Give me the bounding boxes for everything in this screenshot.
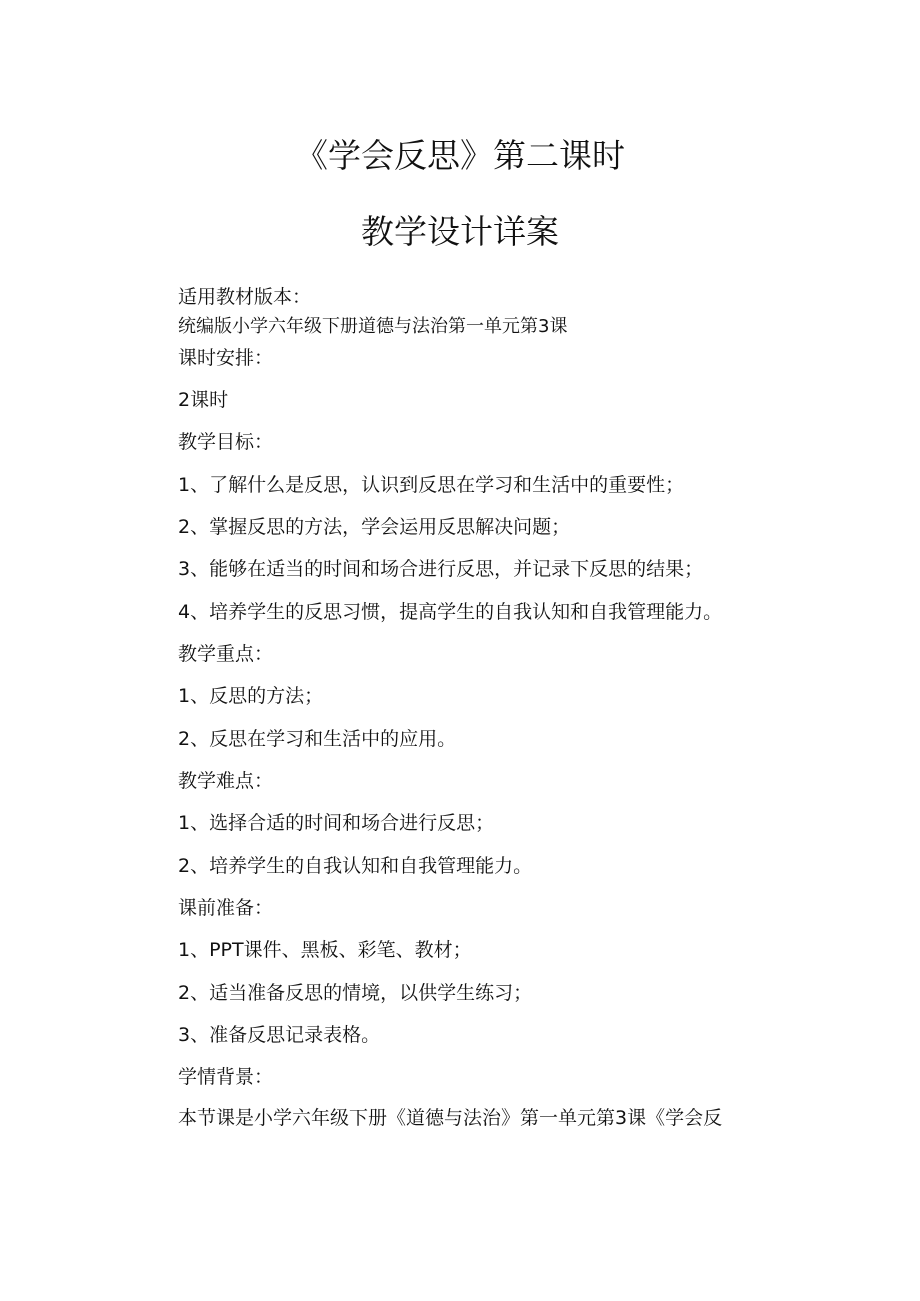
schedule: 2课时 bbox=[178, 389, 229, 411]
label-textbook-version: 适用教材版本： bbox=[178, 286, 312, 308]
difficulty-item: 2、培养学生的自我认知和自我管理能力。 bbox=[178, 855, 533, 877]
objective-item: 4、培养学生的反思习惯，提高学生的自我认知和自我管理能力。 bbox=[178, 601, 723, 623]
background-text: 本节课是小学六年级下册《道德与法治》第一单元第3课《学会反 bbox=[178, 1107, 723, 1129]
label-schedule: 课时安排： bbox=[178, 347, 274, 369]
document-subtitle: 教学设计详案 bbox=[361, 212, 559, 251]
heading-objectives: 教学目标： bbox=[178, 431, 274, 453]
preparation-item: 2、适当准备反思的情境，以供学生练习； bbox=[178, 982, 533, 1004]
heading-preparation: 课前准备： bbox=[178, 897, 274, 919]
difficulty-item: 1、选择合适的时间和场合进行反思； bbox=[178, 812, 495, 834]
preparation-item: 1、PPT课件、黑板、彩笔、教材； bbox=[178, 939, 472, 961]
heading-key-points: 教学重点： bbox=[178, 643, 274, 665]
heading-difficulties: 教学难点： bbox=[178, 770, 274, 792]
objective-item: 3、能够在适当的时间和场合进行反思，并记录下反思的结果； bbox=[178, 558, 704, 580]
key-point-item: 2、反思在学习和生活中的应用。 bbox=[178, 728, 457, 750]
objective-item: 1、了解什么是反思，认识到反思在学习和生活中的重要性； bbox=[178, 474, 685, 496]
textbook-version: 统编版小学六年级下册道德与法治第一单元第3课 bbox=[178, 316, 568, 337]
preparation-item: 3、准备反思记录表格。 bbox=[178, 1024, 381, 1046]
heading-background: 学情背景： bbox=[178, 1066, 274, 1088]
objective-item: 2、掌握反思的方法，学会运用反思解决问题； bbox=[178, 516, 571, 538]
document-title: 《学会反思》第二课时 bbox=[295, 136, 625, 175]
key-point-item: 1、反思的方法； bbox=[178, 685, 324, 707]
